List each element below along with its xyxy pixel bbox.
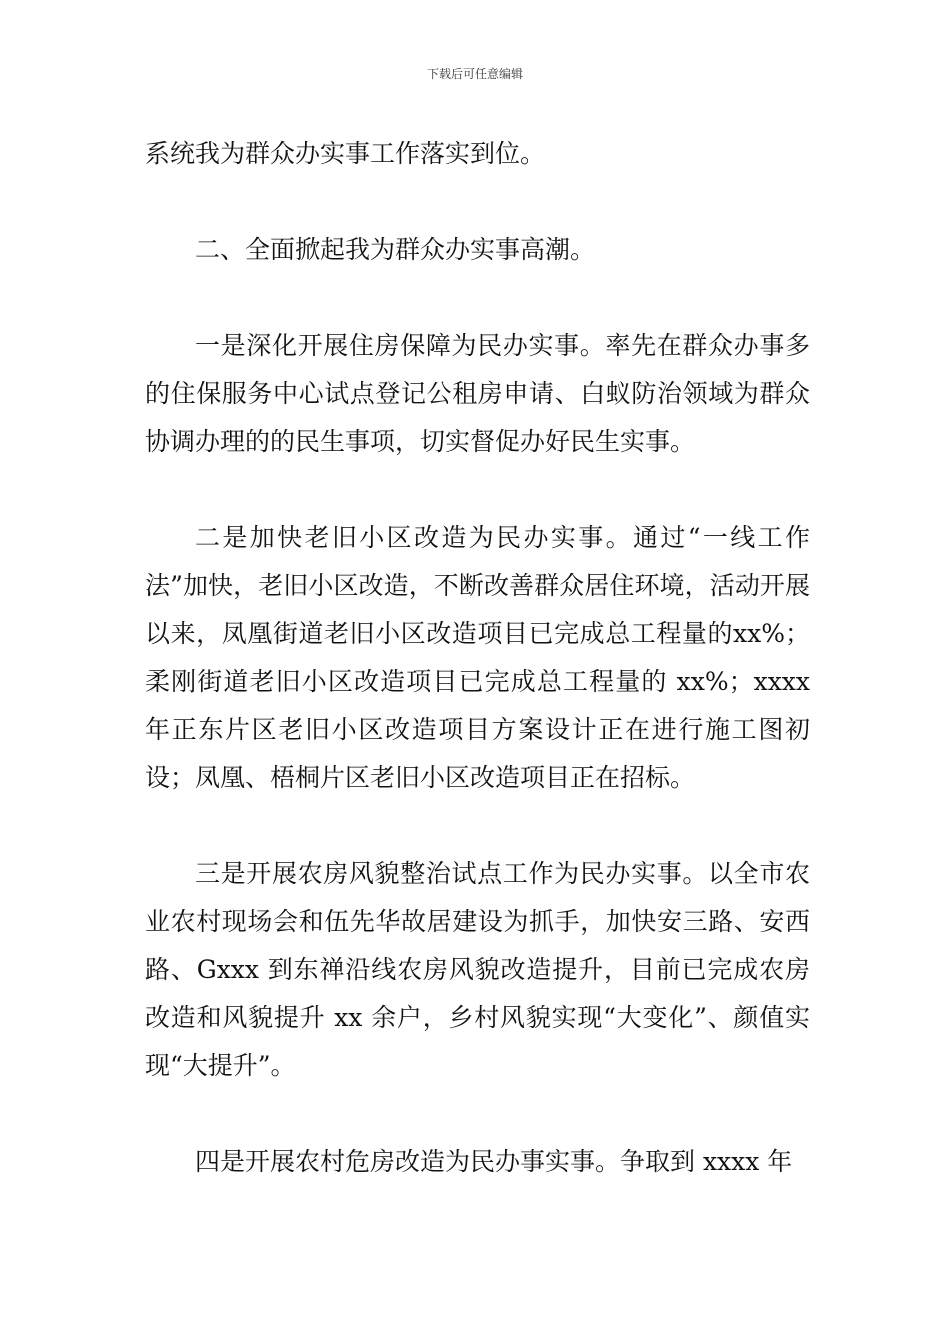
document-body — [145, 130, 810, 1186]
paragraph-housing-security: 一是深化开展住房保障为民办实事。率先在群众办事多的住保服务中心试点登记公租房申请、白蚁防治领域为群众协调办理的的民生事项，切实督促办好民生实事。 — [145, 331, 810, 456]
paragraph-old-community-renovation: 二是加快老旧小区改造为民办实事。通过“一线工作法”加快，老旧小区改造，不断改善群众居住环境，活动开展以来，凤凰街道老旧小区改造项目已完成总工程量的xx%；柔刚街道老旧小区改造项目已完成总工程量的 xx%；xxxx 年正东片区老旧小区改造项目方案设计正在进行施工图初设；凤凰、梧桐片区老旧小区改造项目正在招标。 — [145, 523, 810, 792]
section-heading: 二、全面掀起我为群众办实事高潮。 — [195, 235, 596, 264]
paragraph-rural-housing-style: 三是开展农房风貌整治试点工作为民办实事。以全市农业农村现场会和伍先华故居建设为抓手，加快安三路、安西路、Gxxx 到东禅沿线农房风貌改造提升，目前已完成农房改造和风貌提升 xx 余户，乡村风貌实现“大变化”、颜值实现“大提升”。 — [145, 859, 810, 1080]
paragraph-rural-dilapidated-housing: 四是开展农村危房改造为民办事实事。争取到 xxxx 年 — [195, 1147, 793, 1176]
paragraph-continuation: 系统我为群众办实事工作落实到位。 — [145, 139, 546, 168]
page-header: 下载后可任意编辑 — [426, 67, 523, 81]
